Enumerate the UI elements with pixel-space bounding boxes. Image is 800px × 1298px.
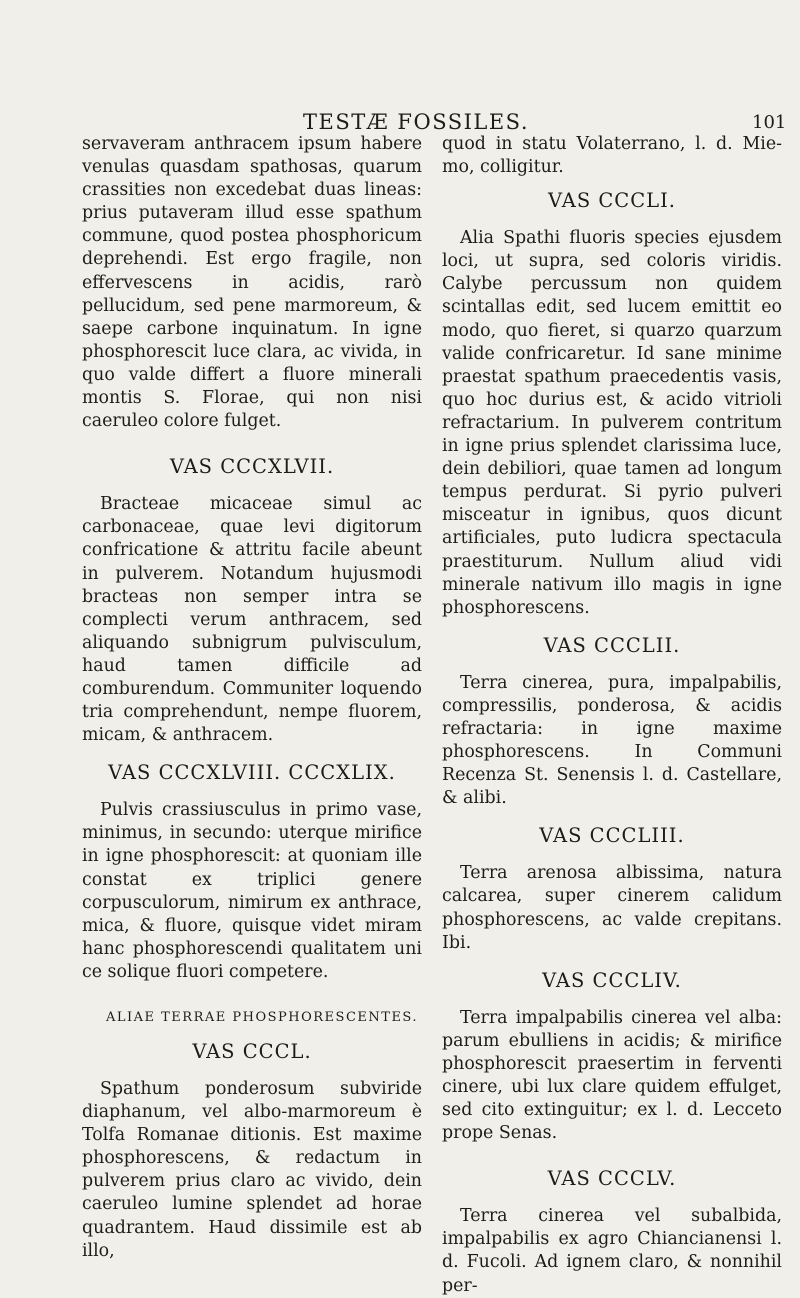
heading-vas-348-349: VAS CCCXLVIII. CCCXLIX. [108,761,396,785]
paragraph-spathum: Spathum ponderosum subviride diaphanum, vel albo-marmoreum è Tolfa Romanae ditionis. Est maxime phosphorescens, & redactum in pulverem prius claro ac vivido, dein caeruleo lumine splendet ad horae quadrantem. Haud dissimile est ab illo, [82,1079,422,1261]
heading-vas-347: VAS CCCXLVII. [169,455,335,479]
heading-vas-350: VAS CCCL. [192,1040,312,1063]
left-column [82,133,422,1263]
page-number: 101 [752,112,787,133]
paragraph-terra-arenosa: Terra arenosa albissima, natura calcarea, super cinerem calidum phosphorescens, ac valde crepitans. Ibi. [442,863,782,953]
heading-vas-355: VAS CCCLV. [547,1167,677,1191]
paragraph-terra-impalpabilis: Terra impalpabilis cinerea vel alba: parum ebulliens in acidis; & mirifice phosphorescit praesertim in ferventi cinere, ubi lux clare quidem effulget, sed cito extinguitur; ex l. d. Lecceto prope Senas. [442,1007,782,1144]
paragraph-pulvis: Pulvis crassiusculus in primo vase, minimus, in secundo: uterque mirifice in igne phosphorescit: at quoniam ille constat ex triplici genere corpusculorum, nimirum ex anthrace, mica, & fluore, quisque videt miram hanc phosphorescendi qualitatem uni ce solique fluori competere. [82,800,422,982]
running-title: TESTÆ FOSSILES. [303,110,529,134]
heading-vas-352: VAS CCCLII. [543,633,681,657]
paragraph-alia-spathi: Alia Spathi fluoris species ejusdem loci, ut supra, sed coloris viridis. Calybe percussum non quidem scintallas edit, sed lucem emittit eo modo, quo fieret, si quarzo quarzum valide confricaretur. Id sane minime praestat spathum praecedentis vasis, quo hoc durius est, & acido vitrioli refractarium. In pulverem contritum in igne prius splendet clarissima luce, dein debiliori, quae tamen ad longum tempus perdurat. Si pyrio pulveri misceatur in ignibus, quos dicunt artificiales, puto ludicra spectacula praestiturum. Nullum aliud vidi minerale nativum illo magis in igne phosphorescens. [442,228,782,618]
paragraph-quod-in-statu: quod in statu Volaterrano, l. d. Mie-mo, colligitur. [442,134,782,178]
right-column [442,133,782,1298]
paragraph-servaveram: servaveram anthracem ipsum habere venulas quasdam spathosas, quarum crassities non excedebat duas lineas: prius putaveram illud esse spathum commune, quod postea phosphoricum deprehendi. Est ergo fragile, non effervescens in acidis, rarò pellucidum, sed pene marmoreum, & saepe carbone inquinatum. In igne phosphorescit luce clara, ac vivida, in quo valde differt a fluore minerali montis S. Florae, qui non nisi caeruleo colore fulget. [82,134,422,432]
paragraph-bracteae: Bracteae micaceae simul ac carbonaceae, quae levi digitorum confricatione & attritu facile abeunt in pulverem. Notandum hujusmodi bracteas non semper intra se complecti verum anthracem, sed aliquando subnigrum pulvisculum, haud tamen difficile ad comburendum. Communiter loquendo tria comprehendunt, nempe fluorem, micam, & anthracem. [82,494,422,746]
paragraph-terra-cinerea-subalbida: Terra cinerea vel subalbida, impalpabilis ex agro Chiancianensi l. d. Fucoli. Ad ignem claro, & nonnihil per- [442,1206,782,1296]
paragraph-terra-cinerea-pura: Terra cinerea, pura, impalpabilis, compressilis, ponderosa, & acidis refractaria: in igne maxime phosphorescens. In Communi Recenza St. Senensis l. d. Castellare, & alibi. [442,672,782,809]
heading-vas-351: VAS CCCLI. [547,189,676,213]
heading-vas-353: VAS CCCLIII. [539,824,685,848]
section-heading-aliae-terrae: ALIAE TERRAE PHOSPHORESCENTES. [105,1010,419,1025]
heading-vas-354: VAS CCCLIV. [542,968,682,992]
